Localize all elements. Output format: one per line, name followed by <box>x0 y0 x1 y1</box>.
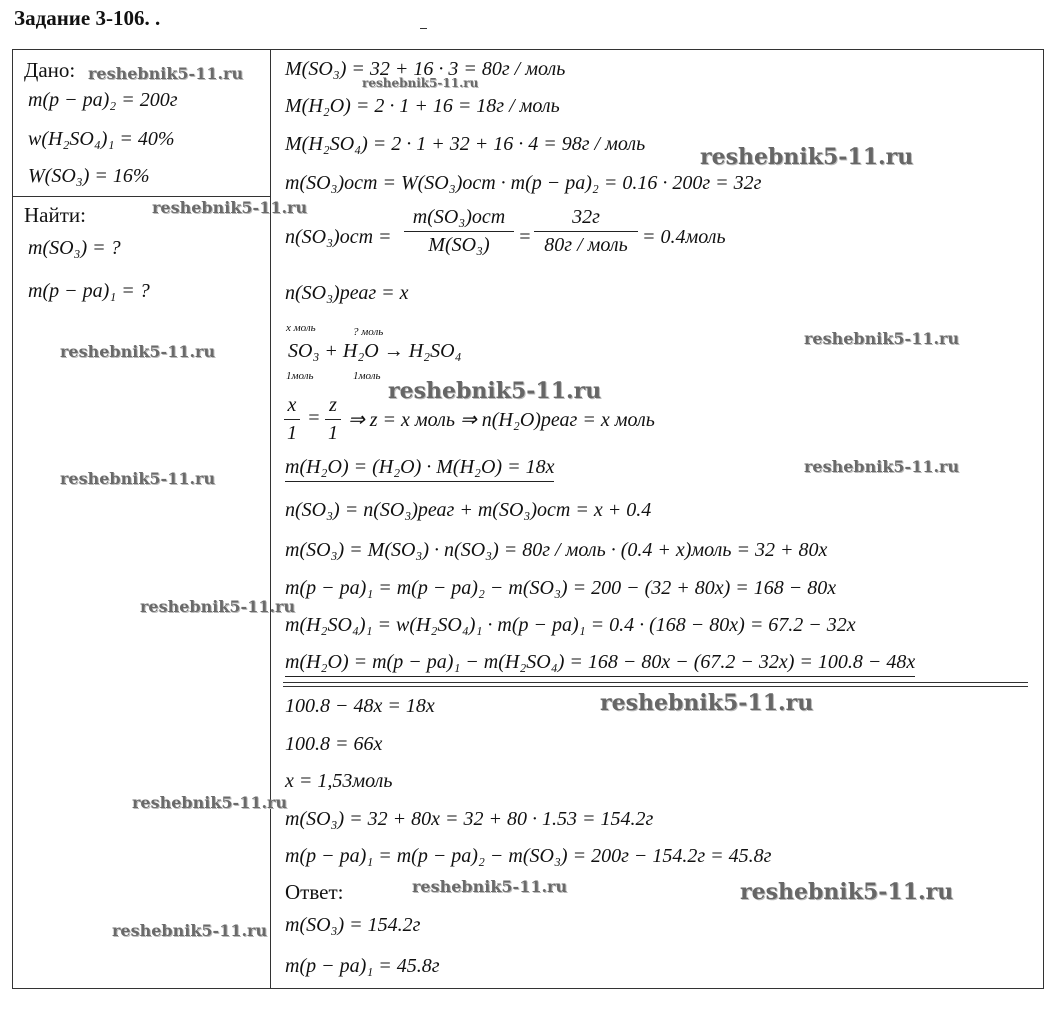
fraction-values <box>534 206 638 257</box>
answer-line-1: m(SO₃) = 154.2г <box>285 914 421 936</box>
watermark: reshebnik5-11.ru <box>112 921 268 940</box>
watermark: reshebnik5-11.ru <box>60 342 216 361</box>
fraction-numerator: m(SO₃)ост <box>412 206 506 228</box>
answer-label: Ответ: <box>285 880 344 904</box>
solution-line-16: x = 1,53моль <box>285 770 393 792</box>
solution-line-12: m(H₂SO₄)₁ = w(H₂SO₄)₁ · m(p − pa)₁ = 0.4 · (168 − 80x) = 67.2 − 32x <box>285 614 856 636</box>
watermark: reshebnik5-11.ru <box>412 877 568 896</box>
solution-line-2: M(H₂O) = 2 · 1 + 16 = 18г / моль <box>285 95 560 117</box>
solution-line-3: M(H₂SO₄) = 2 · 1 + 32 + 16 · 4 = 98г / моль <box>285 133 646 155</box>
proportion-fraction-2 <box>325 394 341 445</box>
proportion-eq: = <box>307 407 321 429</box>
watermark: reshebnik5-11.ru <box>60 469 216 488</box>
watermark: reshebnik5-11.ru <box>804 457 960 476</box>
page-title: Задание 3-106. . <box>14 6 161 30</box>
watermark: reshebnik5-11.ru <box>140 597 296 616</box>
fraction-denominator: 1 <box>287 422 297 444</box>
solution-line-1: M(SO₃) = 32 + 16 · 3 = 80г / моль <box>285 58 566 80</box>
reaction-equation: SO₃ + H₂O → H₂SO₄ <box>288 340 462 362</box>
reaction-top-right: ? моль <box>353 326 384 338</box>
given-label: Дано: <box>24 58 76 82</box>
fraction-denominator: 1 <box>328 422 338 444</box>
solution-line-5-eq: = <box>518 226 532 248</box>
reaction-bottom-right: 1моль <box>353 370 381 382</box>
fraction-bar <box>534 231 638 232</box>
solution-line-14: 100.8 − 48x = 18x <box>285 695 435 717</box>
given-line-1: m(p − pa)₂ = 200г <box>28 89 178 111</box>
find-line-2: m(p − pa)₁ = ? <box>28 280 150 302</box>
watermark: reshebnik5-11.ru <box>700 144 914 170</box>
column-divider <box>270 49 271 989</box>
solution-line-4: m(SO₃)ост = W(SO₃)ост · m(p − pa)₂ = 0.16 · 200г = 32г <box>285 172 762 194</box>
fraction-denominator: 80г / моль <box>544 234 628 256</box>
fraction-bar <box>325 419 341 420</box>
answer-line-2: m(p − pa)₁ = 45.8г <box>285 955 440 977</box>
solution-line-9: n(SO₃) = n(SO₃)реаг + m(SO₃)ост = x + 0.4 <box>285 499 652 521</box>
equation-double-line-bottom <box>283 686 1028 687</box>
given-line-2: w(H₂SO₄)₁ = 40% <box>28 128 175 150</box>
watermark: reshebnik5-11.ru <box>132 793 288 812</box>
reaction-bottom-left: 1моль <box>286 370 314 382</box>
fraction-numerator: x <box>287 394 297 416</box>
solution-line-8: m(H₂O) = (H₂O) · M(H₂O) = 18x <box>285 456 554 482</box>
watermark: reshebnik5-11.ru <box>88 64 244 83</box>
given-line-3: W(SO₃) = 16% <box>28 165 150 187</box>
watermark: reshebnik5-11.ru <box>362 76 479 90</box>
equation-double-line-top <box>283 682 1028 683</box>
watermark: reshebnik5-11.ru <box>600 690 814 716</box>
solution-line-17: m(SO₃) = 32 + 80x = 32 + 80 · 1.53 = 154.2г <box>285 808 654 830</box>
proportion-rest: ⇒ z = x моль ⇒ n(H₂O)реаг = x моль <box>348 409 655 431</box>
fraction-numerator: 32г <box>572 206 600 228</box>
proportion-fraction-1 <box>284 394 300 445</box>
solution-line-6: n(SO₃)реаг = x <box>285 282 409 304</box>
watermark: reshebnik5-11.ru <box>740 879 954 905</box>
fraction-denominator: M(SO₃) <box>428 234 490 256</box>
given-find-divider <box>12 196 270 197</box>
fraction-bar <box>284 419 300 420</box>
title-mark <box>420 28 427 29</box>
watermark: reshebnik5-11.ru <box>804 329 960 348</box>
solution-line-5-rhs: = 0.4моль <box>642 226 726 248</box>
reaction-top-left: x моль <box>286 322 316 334</box>
fraction-numerator: z <box>329 394 337 416</box>
find-line-1: m(SO₃) = ? <box>28 237 121 259</box>
fraction-bar <box>404 231 514 232</box>
find-label: Найти: <box>24 203 86 227</box>
solution-line-5-lhs: n(SO₃)ост = <box>285 226 392 248</box>
solution-line-18: m(p − pa)₁ = m(p − pa)₂ − m(SO₃) = 200г − 154.2г = 45.8г <box>285 845 772 867</box>
watermark: reshebnik5-11.ru <box>152 198 308 217</box>
watermark: reshebnik5-11.ru <box>388 378 602 404</box>
solution-line-13: m(H₂O) = m(p − pa)₁ − m(H₂SO₄) = 168 − 80x − (67.2 − 32x) = 100.8 − 48x <box>285 651 915 677</box>
solution-line-15: 100.8 = 66x <box>285 733 383 755</box>
solution-line-11: m(p − pa)₁ = m(p − pa)₂ − m(SO₃) = 200 − (32 + 80x) = 168 − 80x <box>285 577 837 599</box>
fraction-mass-over-molar <box>404 206 514 257</box>
solution-line-10: m(SO₃) = M(SO₃) · n(SO₃) = 80г / моль · (0.4 + x)моль = 32 + 80x <box>285 539 828 561</box>
